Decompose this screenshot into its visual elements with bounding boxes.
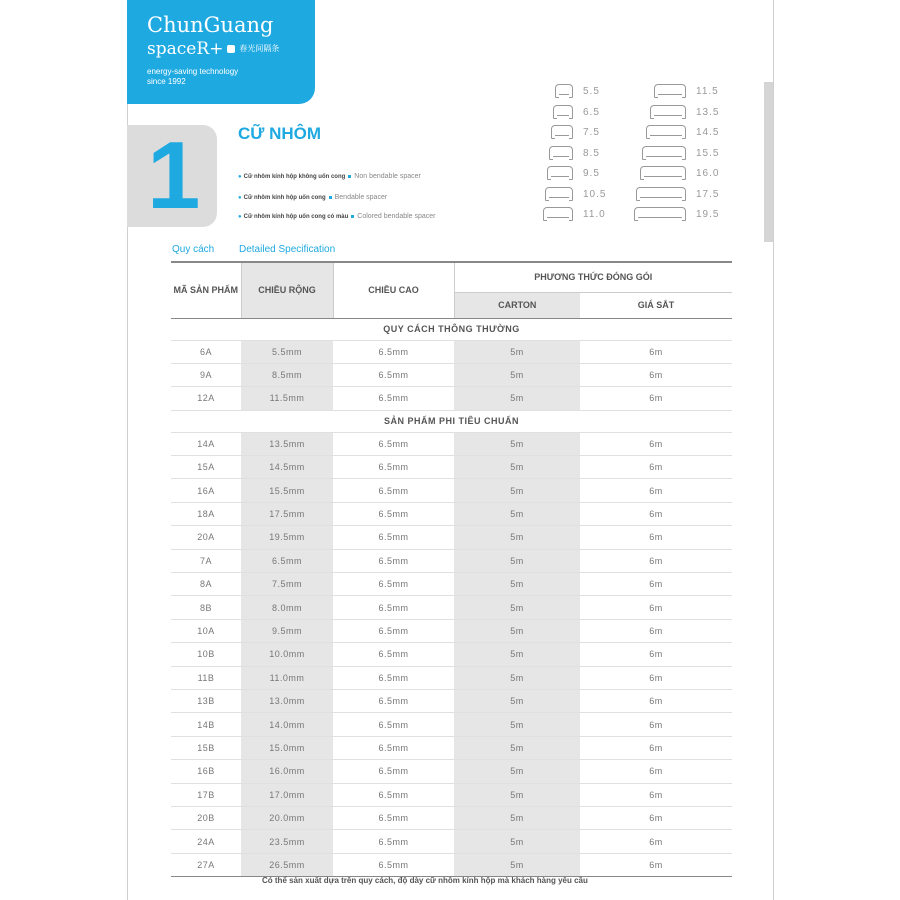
spacer-profile-size: 17.5: [696, 188, 720, 200]
cell-carton: 5m: [454, 432, 580, 455]
cell-height: 6.5mm: [333, 666, 454, 689]
cell-height: 6.5mm: [333, 853, 454, 876]
table-row: [171, 502, 732, 525]
cell-width: 16.0mm: [241, 760, 333, 783]
cell-code: 11B: [171, 666, 241, 689]
cell-width: 20.0mm: [241, 806, 333, 829]
table-row: [171, 573, 732, 596]
cell-width: 17.0mm: [241, 783, 333, 806]
cell-code: 17B: [171, 783, 241, 806]
cell-height: 6.5mm: [333, 549, 454, 572]
cell-height: 6.5mm: [333, 432, 454, 455]
cell-carton: 5m: [454, 596, 580, 619]
cell-rack: 6m: [580, 806, 732, 829]
cell-rack: 6m: [580, 340, 732, 363]
spacer-profile-icon: [636, 187, 686, 201]
cell-rack: 6m: [580, 830, 732, 853]
cell-carton: 5m: [454, 666, 580, 689]
cell-width: 8.0mm: [241, 596, 333, 619]
cell-code: 7A: [171, 549, 241, 572]
cell-code: 6A: [171, 340, 241, 363]
bullet-icon: ●: [238, 174, 242, 180]
dot-icon: [348, 175, 351, 178]
spacer-profile-size: 19.5: [696, 208, 720, 220]
cell-height: 6.5mm: [333, 643, 454, 666]
cell-height: 6.5mm: [333, 456, 454, 479]
cell-code: 14B: [171, 713, 241, 736]
cell-height: 6.5mm: [333, 760, 454, 783]
spacer-profile-icon: [549, 146, 573, 160]
cell-rack: 6m: [580, 666, 732, 689]
cell-width: 14.5mm: [241, 456, 333, 479]
table-row: [171, 806, 732, 829]
cell-width: 11.0mm: [241, 666, 333, 689]
spacer-profile-icon: [553, 105, 573, 119]
brand-line2: spaceR+: [147, 39, 224, 59]
cell-rack: 6m: [580, 713, 732, 736]
section-row-standard: QUY CÁCH THÔNG THƯỜNG: [171, 318, 732, 340]
table-row: [171, 340, 732, 363]
cell-carton: 5m: [454, 830, 580, 853]
brand-name: ChunGuang: [147, 13, 274, 37]
cell-code: 18A: [171, 502, 241, 525]
cell-rack: 6m: [580, 619, 732, 642]
cell-height: 6.5mm: [333, 736, 454, 759]
cell-code: 8B: [171, 596, 241, 619]
spacer-profile-size: 11.0: [583, 208, 606, 220]
spacer-profile-size: 9.5: [583, 167, 600, 179]
cell-code: 10B: [171, 643, 241, 666]
cell-rack: 6m: [580, 853, 732, 876]
table-row: [171, 456, 732, 479]
cell-height: 6.5mm: [333, 806, 454, 829]
spacer-profile-size: 13.5: [696, 106, 720, 118]
spacer-profile-item: [642, 146, 719, 160]
table-row: [171, 666, 732, 689]
cell-rack: 6m: [580, 736, 732, 759]
cell-height: 6.5mm: [333, 830, 454, 853]
spec-table-body: [171, 318, 732, 877]
cell-width: 7.5mm: [241, 573, 333, 596]
spacer-profile-icon: [555, 84, 573, 98]
spec-table: [171, 261, 732, 877]
table-row: [171, 853, 732, 876]
spacer-profile-item: [650, 105, 719, 119]
cell-carton: 5m: [454, 689, 580, 712]
cell-code: 27A: [171, 853, 241, 876]
cell-width: 17.5mm: [241, 502, 333, 525]
cell-rack: 6m: [580, 689, 732, 712]
header-code: MÃ SẢN PHẨM: [171, 262, 241, 318]
cell-code: 13B: [171, 689, 241, 712]
table-row: [171, 526, 732, 549]
cell-rack: 6m: [580, 479, 732, 502]
cell-height: 6.5mm: [333, 526, 454, 549]
section-number-block: [127, 122, 217, 229]
table-row: [171, 479, 732, 502]
brand-since: since 1992: [147, 77, 186, 86]
spacer-profile-icon: [551, 125, 573, 139]
cell-width: 9.5mm: [241, 619, 333, 642]
spacer-profile-item: [547, 166, 600, 180]
brand-mark-icon: [227, 45, 235, 53]
cell-rack: 6m: [580, 760, 732, 783]
bullet-icon: ●: [238, 195, 242, 201]
spacer-profile-icon: [634, 207, 686, 221]
table-row: [171, 643, 732, 666]
cell-width: 8.5mm: [241, 363, 333, 386]
cell-rack: 6m: [580, 502, 732, 525]
spacer-profile-item: [553, 105, 600, 119]
cell-width: 11.5mm: [241, 387, 333, 410]
cell-width: 14.0mm: [241, 713, 333, 736]
cell-height: 6.5mm: [333, 689, 454, 712]
spacer-profile-item: [545, 187, 606, 201]
table-row: [171, 549, 732, 572]
cell-width: 13.5mm: [241, 432, 333, 455]
table-row: [171, 596, 732, 619]
section-title: CỮ NHÔM: [238, 124, 322, 143]
cell-code: 20B: [171, 806, 241, 829]
cell-code: 14A: [171, 432, 241, 455]
spec-label-en: Detailed Specification: [239, 244, 336, 255]
brand-tagline: energy-saving technology: [147, 67, 239, 76]
spacer-profile-size: 6.5: [583, 106, 600, 118]
cell-rack: 6m: [580, 456, 732, 479]
cell-height: 6.5mm: [333, 363, 454, 386]
cell-height: 6.5mm: [333, 387, 454, 410]
spacer-profile-item: [555, 84, 600, 98]
legend-item: ● Cữ nhôm kính hộp uốn cong Bendable spacer: [238, 194, 388, 201]
table-row: [171, 619, 732, 642]
cell-carton: 5m: [454, 760, 580, 783]
table-row: [171, 432, 732, 455]
dot-icon: [351, 215, 354, 218]
cell-carton: 5m: [454, 479, 580, 502]
spacer-profile-size: 11.5: [696, 85, 719, 97]
cell-width: 15.0mm: [241, 736, 333, 759]
cell-code: 20A: [171, 526, 241, 549]
cell-height: 6.5mm: [333, 713, 454, 736]
cell-width: 26.5mm: [241, 853, 333, 876]
spacer-profile-icon: [547, 166, 573, 180]
cell-carton: 5m: [454, 456, 580, 479]
cell-rack: 6m: [580, 432, 732, 455]
cell-height: 6.5mm: [333, 479, 454, 502]
cell-width: 6.5mm: [241, 549, 333, 572]
brand-logo-block: [127, 0, 315, 104]
header-width: CHIỀU RỘNG: [241, 262, 333, 318]
cell-rack: 6m: [580, 387, 732, 410]
cell-code: 15A: [171, 456, 241, 479]
scrollbar[interactable]: [764, 82, 773, 242]
cell-rack: 6m: [580, 549, 732, 572]
cell-carton: 5m: [454, 340, 580, 363]
cell-width: 15.5mm: [241, 479, 333, 502]
cell-height: 6.5mm: [333, 783, 454, 806]
cell-rack: 6m: [580, 573, 732, 596]
cell-carton: 5m: [454, 502, 580, 525]
cell-carton: 5m: [454, 853, 580, 876]
cell-code: 9A: [171, 363, 241, 386]
spacer-profile-item: [549, 146, 600, 160]
section-row-nonstandard: SẢN PHẨM PHI TIÊU CHUẨN: [171, 410, 732, 432]
cell-rack: 6m: [580, 783, 732, 806]
spacer-profile-item: [634, 207, 719, 221]
legend-item: ● Cữ nhôm kính hộp không uốn cong Non bendable spacer: [238, 173, 421, 180]
header-packing: PHƯƠNG THỨC ĐÓNG GÓI: [454, 262, 732, 292]
cell-carton: 5m: [454, 806, 580, 829]
cell-carton: 5m: [454, 736, 580, 759]
table-row: [171, 760, 732, 783]
spacer-profile-item: [543, 207, 606, 221]
table-row: [171, 736, 732, 759]
cell-rack: 6m: [580, 363, 732, 386]
cell-width: 5.5mm: [241, 340, 333, 363]
spacer-profile-size: 10.5: [583, 188, 607, 200]
section-number: 1: [147, 122, 201, 229]
header-rack: GIÁ SẮT: [580, 292, 732, 318]
spacer-profile-item: [636, 187, 719, 201]
cell-carton: 5m: [454, 643, 580, 666]
cell-carton: 5m: [454, 549, 580, 572]
spacer-profile-item: [646, 125, 719, 139]
legend-item: ● Cữ nhôm kính hộp uốn cong có màu Colored bendable spacer: [238, 213, 436, 220]
spec-label-vi: Quy cách: [172, 244, 215, 255]
spacer-profile-size: 7.5: [583, 126, 600, 138]
cell-height: 6.5mm: [333, 502, 454, 525]
header-carton: CARTON: [454, 292, 580, 318]
cell-carton: 5m: [454, 713, 580, 736]
spacer-profile-icon: [545, 187, 573, 201]
cell-width: 13.0mm: [241, 689, 333, 712]
spacer-profile-item: [551, 125, 600, 139]
dot-icon: [329, 196, 332, 199]
cell-code: 15B: [171, 736, 241, 759]
table-row: [171, 363, 732, 386]
cell-code: 10A: [171, 619, 241, 642]
spacer-profile-item: [640, 166, 719, 180]
cell-carton: 5m: [454, 783, 580, 806]
cell-carton: 5m: [454, 619, 580, 642]
spacer-profile-size: 15.5: [696, 147, 720, 159]
footer-note: Có thể sản xuất dựa trên quy cách, độ dày cữ nhôm kính hộp mà khách hàng yêu cầu: [262, 876, 588, 885]
cell-height: 6.5mm: [333, 596, 454, 619]
spacer-profile-icon: [646, 125, 686, 139]
header-height: CHIỀU CAO: [333, 262, 454, 318]
cell-code: 24A: [171, 830, 241, 853]
cell-carton: 5m: [454, 387, 580, 410]
cell-code: 12A: [171, 387, 241, 410]
cell-rack: 6m: [580, 526, 732, 549]
spacer-profile-icon: [642, 146, 686, 160]
cell-code: 16B: [171, 760, 241, 783]
cell-rack: 6m: [580, 596, 732, 619]
table-row: [171, 387, 732, 410]
table-row: [171, 783, 732, 806]
cell-carton: 5m: [454, 526, 580, 549]
table-row: [171, 713, 732, 736]
cell-code: 16A: [171, 479, 241, 502]
spacer-profile-icon: [543, 207, 573, 221]
spacer-profile-size: 16.0: [696, 167, 720, 179]
cell-width: 19.5mm: [241, 526, 333, 549]
cell-code: 8A: [171, 573, 241, 596]
cell-rack: 6m: [580, 643, 732, 666]
cell-height: 6.5mm: [333, 340, 454, 363]
cell-width: 23.5mm: [241, 830, 333, 853]
cell-carton: 5m: [454, 363, 580, 386]
spacer-profile-icon: [654, 84, 686, 98]
brand-chinese-name: 春光间隔条: [239, 44, 280, 53]
spacer-profile-item: [654, 84, 719, 98]
brand-subname: [147, 40, 279, 58]
spacer-profile-icon: [640, 166, 686, 180]
cell-width: 10.0mm: [241, 643, 333, 666]
spacer-profile-icon: [650, 105, 686, 119]
table-row: [171, 830, 732, 853]
cell-carton: 5m: [454, 573, 580, 596]
spacer-profile-size: 8.5: [583, 147, 600, 159]
spacer-profile-size: 14.5: [696, 126, 720, 138]
spacer-profile-size: 5.5: [583, 85, 600, 97]
table-row: [171, 689, 732, 712]
cell-height: 6.5mm: [333, 619, 454, 642]
cell-height: 6.5mm: [333, 573, 454, 596]
bullet-icon: ●: [238, 214, 242, 220]
